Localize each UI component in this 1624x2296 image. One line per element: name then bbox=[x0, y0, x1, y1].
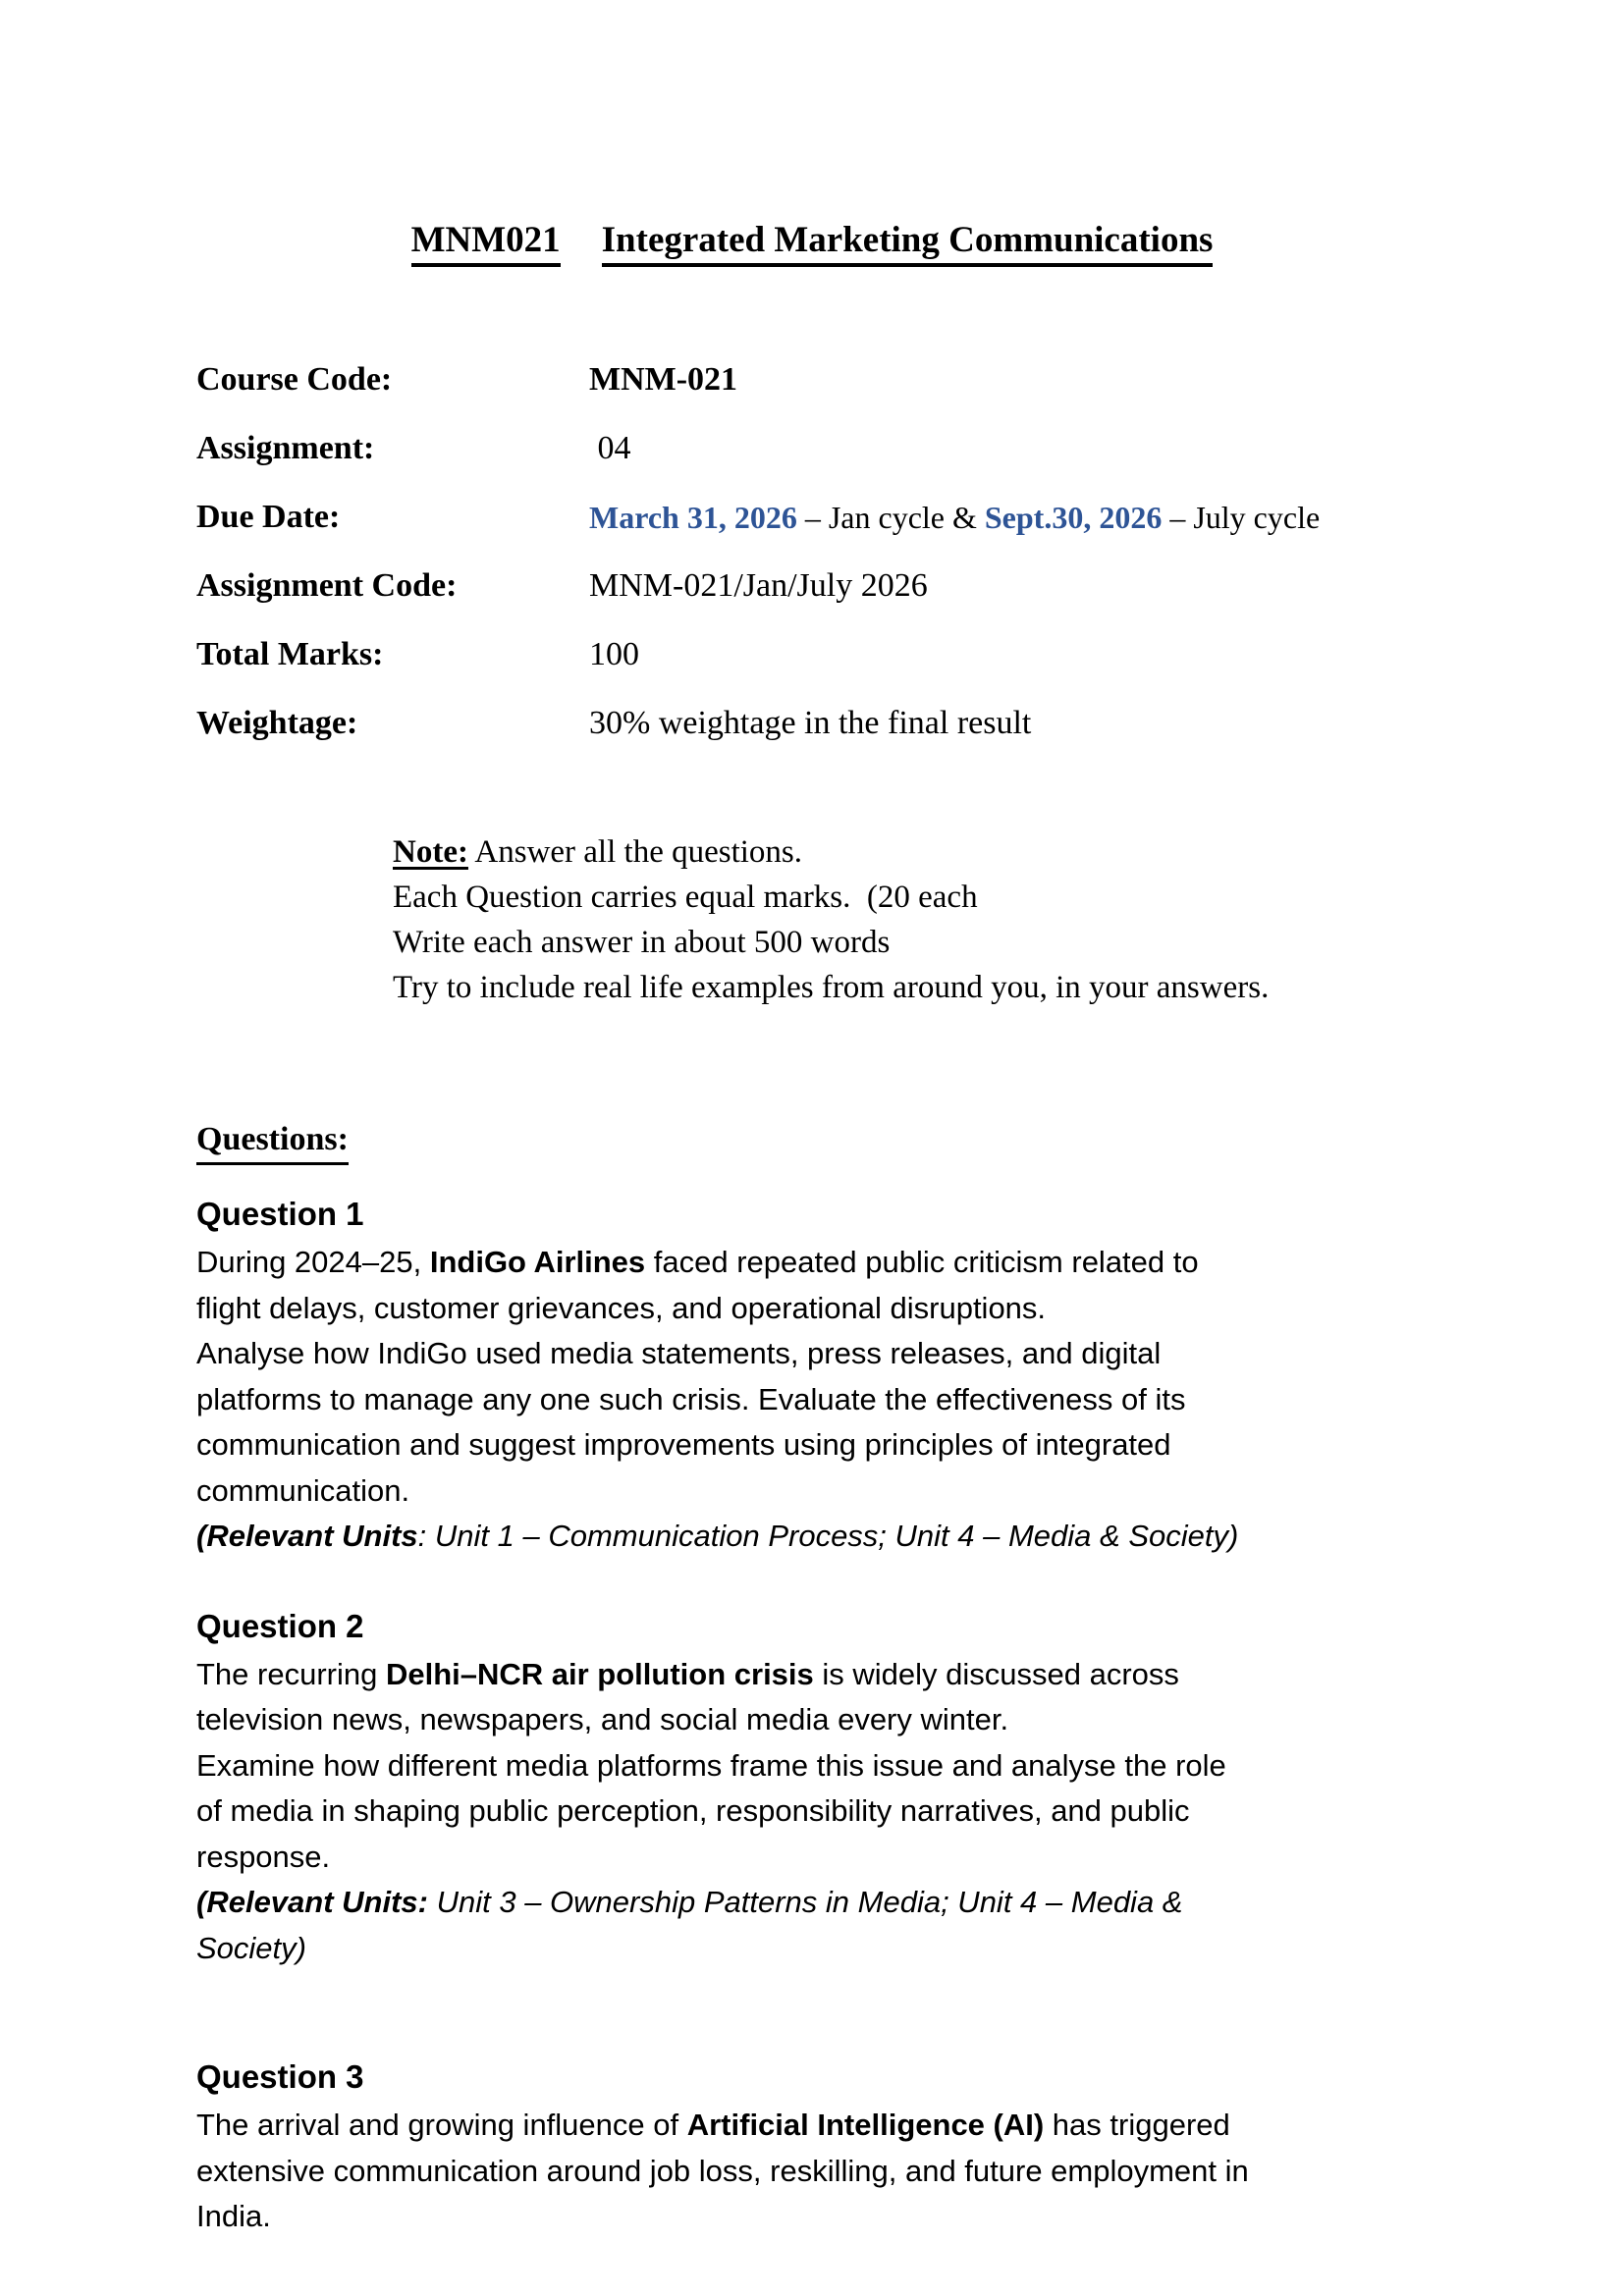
note-line bbox=[393, 829, 1624, 875]
info-row-assignment bbox=[196, 429, 1624, 468]
info-label: Due Date: bbox=[196, 499, 341, 535]
text-run: faced repeated public criticism related to bbox=[645, 1245, 1199, 1279]
questions-heading: Questions: bbox=[196, 1119, 1624, 1165]
note-line: Each Question carries equal marks. (20 each bbox=[393, 880, 978, 915]
info-label: Assignment Code: bbox=[196, 567, 458, 604]
question-text-line bbox=[196, 1880, 1624, 1926]
text-run: television news, newspapers, and social media every winter. bbox=[196, 1702, 1009, 1736]
question-text-line bbox=[196, 1468, 1624, 1515]
text-run: has triggered bbox=[1044, 2108, 1230, 2142]
question-text-line bbox=[196, 1926, 1624, 1972]
note-line: Try to include real life examples from around you, in your answers. bbox=[393, 970, 1270, 1005]
course-name-title: Integrated Marketing Communications bbox=[602, 221, 1214, 267]
question-3-heading: Question 3 bbox=[196, 2058, 364, 2095]
info-label: Course Code: bbox=[196, 361, 393, 398]
text-run: Relevant Units: bbox=[206, 1885, 428, 1919]
text-run: Artificial Intelligence (AI) bbox=[686, 2108, 1045, 2142]
text-run: response. bbox=[196, 1839, 331, 1874]
text-run: platforms to manage any one such crisis. Evaluate the effectiveness of its bbox=[196, 1381, 1186, 1416]
text-run: Relevant Units bbox=[206, 1519, 418, 1553]
question-text-line bbox=[196, 1697, 1624, 1743]
text-run: During 2024–25, bbox=[196, 1245, 430, 1279]
question-text-line bbox=[196, 1286, 1624, 1332]
info-row-course-code bbox=[196, 360, 1624, 400]
text-run: – Jan cycle & bbox=[796, 500, 985, 535]
course-info-section bbox=[196, 360, 1624, 743]
question-2-block bbox=[196, 1606, 1624, 1972]
question-text-line bbox=[196, 1422, 1624, 1468]
info-row-assignment-code bbox=[196, 566, 1624, 606]
info-label: Total Marks: bbox=[196, 636, 384, 672]
info-value: MNM-021 bbox=[589, 361, 738, 398]
text-run: ( bbox=[196, 1519, 207, 1553]
text-run: Delhi–NCR air pollution crisis bbox=[385, 1656, 814, 1691]
note-line: Write each answer in about 500 words bbox=[393, 925, 891, 960]
question-text-line bbox=[196, 1743, 1624, 1789]
question-text-line bbox=[196, 2194, 1624, 2240]
question-text-line bbox=[196, 2103, 1624, 2149]
question-1-heading: Question 1 bbox=[196, 1196, 364, 1232]
info-row-total-marks bbox=[196, 635, 1624, 674]
info-label: Assignment: bbox=[196, 430, 375, 466]
info-label: Weightage: bbox=[196, 705, 358, 741]
question-text-line bbox=[196, 1789, 1624, 1835]
note-label: Note: bbox=[393, 834, 468, 870]
info-row-weightage bbox=[196, 704, 1624, 743]
text-run: communication. bbox=[196, 1472, 410, 1508]
text-run: Analyse how IndiGo used media statements, press releases, and digital bbox=[196, 1336, 1162, 1370]
question-3-block bbox=[196, 2056, 1624, 2240]
note-block bbox=[393, 829, 1624, 1010]
question-1-block bbox=[196, 1194, 1624, 1560]
question-text-line bbox=[196, 1514, 1624, 1560]
text-run: ( bbox=[196, 1885, 207, 1919]
text-run: Examine how different media platforms frame this issue and analyse the role bbox=[196, 1747, 1226, 1783]
text-run: IndiGo Airlines bbox=[429, 1245, 646, 1279]
text-run: Unit 3 – Ownership Patterns in Media; Unit 4 – Media & bbox=[428, 1885, 1183, 1919]
text-run: flight delays, customer grievances, and operational disruptions. bbox=[196, 1290, 1047, 1325]
text-run: Sept.30, 2026 bbox=[984, 500, 1163, 535]
info-value: 100 bbox=[589, 636, 639, 672]
text-run: The recurring bbox=[196, 1656, 386, 1691]
info-value: 30% weightage in the final result bbox=[589, 705, 1032, 741]
text-run: India. bbox=[196, 2199, 271, 2233]
info-value: MNM-021/Jan/July 2026 bbox=[589, 567, 928, 604]
question-text-line bbox=[196, 1652, 1624, 1698]
question-text-line bbox=[196, 2149, 1624, 2195]
info-value: 04 bbox=[589, 430, 631, 466]
question-1-text bbox=[196, 1240, 1624, 1560]
note-text: Answer all the questions. bbox=[467, 834, 803, 870]
text-run: is widely discussed across bbox=[813, 1656, 1179, 1691]
course-code-title: MNM021 bbox=[411, 221, 561, 267]
question-2-heading: Question 2 bbox=[196, 1607, 364, 1644]
question-text-line bbox=[196, 1835, 1624, 1881]
info-row-due-date bbox=[196, 498, 1624, 537]
question-text-line bbox=[196, 1240, 1624, 1286]
text-run: : Unit 1 – Communication Process; Unit 4 – Media & Society) bbox=[417, 1519, 1239, 1553]
text-run: March 31, 2026 bbox=[589, 500, 797, 535]
document-title bbox=[0, 221, 1624, 267]
info-value-due-date bbox=[589, 498, 1320, 537]
text-run: communication and suggest improvements using principles of integrated bbox=[196, 1427, 1171, 1462]
text-run: The arrival and growing influence of bbox=[196, 2108, 687, 2142]
question-text-line bbox=[196, 1331, 1624, 1377]
question-2-text bbox=[196, 1652, 1624, 1972]
text-run: extensive communication around job loss, reskilling, and future employment in bbox=[196, 2153, 1249, 2188]
question-3-text bbox=[196, 2103, 1624, 2240]
text-run: of media in shaping public perception, responsibility narratives, and public bbox=[196, 1793, 1190, 1828]
text-run: – July cycle bbox=[1162, 500, 1321, 535]
text-run: Society) bbox=[196, 1930, 306, 1965]
question-text-line bbox=[196, 1377, 1624, 1423]
